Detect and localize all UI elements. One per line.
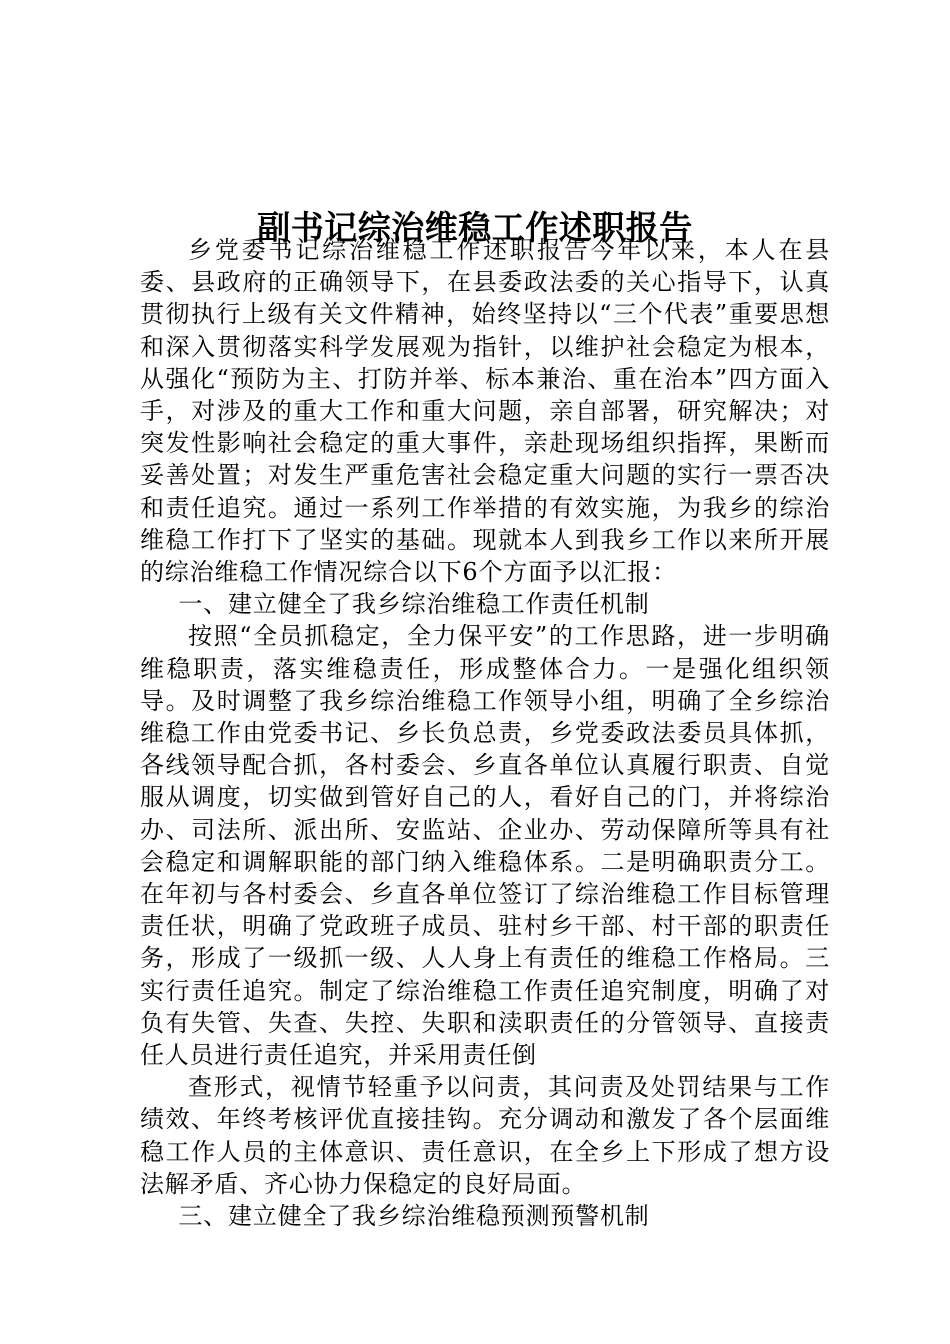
section-1-paragraph: 按照“全员抓稳定，全力保平安”的工作思路，进一步明确维稳职责，落实维稳责任，形成整体合力。一是强化组织领导。及时调整了我乡综治维稳工作领导小组，明确了全乡综治维稳工作由党委书记、乡长负总责，乡党委政法委员具体抓，各线领导配合抓，各村委会、乡直各单位认真履行职责、自觉服从调度，切实做到管好自己的人，看好自己的门，并将综治办、司法所、派出所、安监站、企业办、劳动保障所等具有社会稳定和调解职能的部门纳入维稳体系。二是明确职责分工。在年初与各村委会、乡直各单位签订了综治维稳工作目标管理责任状，明确了党政班子成员、驻村乡干部、村干部的职责任务，形成了一级抓一级、人人身上有责任的维稳工作格局。三实行责任追究。制定了综治维稳工作责任追究制度，明确了对负有失管、失查、失控、失职和渎职责任的分管领导、直接责任人员进行责任追究，并采用责任倒 (140, 622, 830, 1070)
section-1-continuation-paragraph: 查形式，视情节轻重予以问责，其问责及处罚结果与工作绩效、年终考核评优直接挂钩。充分调动和激发了各个层面维稳工作人员的主体意识、责任意识，在全乡上下形成了想方设法解矛盾、齐心协力保稳定的良好局面。 (140, 1073, 830, 1198)
intro-paragraph: 乡党委书记综治维稳工作述职报告今年以来，本人在县委、县政府的正确领导下，在县委政法委的关心指导下，认真贯彻执行上级有关文件精神，始终坚持以“三个代表”重要思想和深入贯彻落实科学发展观为指针，以维护社会稳定为根本，从强化“预防为主、打防并举、标本兼治、重在治本”四方面入手，对涉及的重大工作和重大问题，亲自部署，研究解决；对突发性影响社会稳定的重大事件，亲赴现场组织指挥，果断而妥善处置；对发生严重危害社会稳定重大问题的实行一票否决和责任追究。通过一系列工作举措的有效实施，为我乡的综治维稳工作打下了坚实的基础。现就本人到我乡工作以来所开展的综治维稳工作情况综合以下6个方面予以汇报： (140, 236, 830, 587)
section-heading-1: 一、建立健全了我乡综治维稳工作责任机制 (178, 590, 650, 619)
document-title: 副书记综治维稳工作述职报告 (257, 208, 693, 248)
section-heading-3: 三、建立健全了我乡综治维稳预测预警机制 (178, 1202, 650, 1231)
document-body (140, 234, 830, 1232)
